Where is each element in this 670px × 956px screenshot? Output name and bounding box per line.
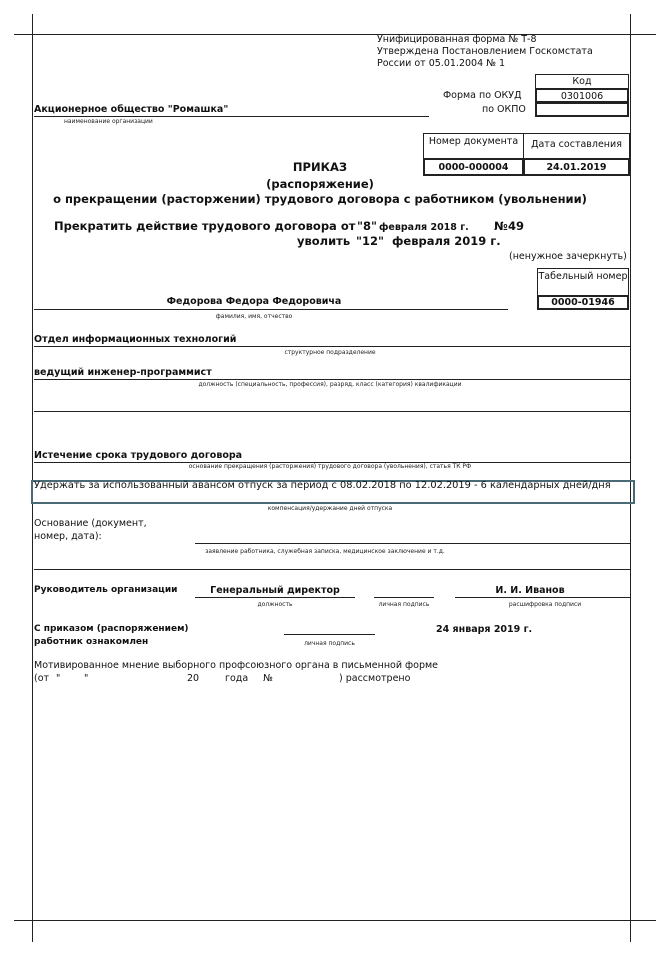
union-from: (от [34, 673, 50, 684]
okpo-value-cell [535, 102, 629, 117]
form-header-line3: России от 05.01.2004 № 1 [377, 58, 506, 69]
contract-number: 49 [508, 219, 525, 233]
title-rasporyazhenie: (распоряжение) [266, 177, 374, 191]
ground-caption: основание прекращения (расторжения) трудового договора (увольнения), статья ТК РФ [188, 463, 472, 470]
signature-sign-caption: личная подпись [378, 601, 430, 608]
signature-position-caption: должность [257, 601, 293, 608]
union-quote-close: " [84, 673, 89, 684]
acquainted-sign-caption: личная подпись [304, 640, 355, 647]
contract-day: "8" [357, 219, 377, 233]
compensation-caption: компенсация/удержание дней отпуска [267, 505, 393, 512]
form-header-line2: Утверждена Постановлением Госкомстата [377, 46, 593, 57]
compensation-value: Удержать за использованный авансом отпуск за период с 08.02.2018 по 12.02.2019 - 6 календарных дней/дня [34, 480, 611, 491]
department-underline [34, 346, 630, 347]
position-caption: должность (специальность, профессия), разряд, класс (категория) квалификации [198, 381, 462, 388]
position-value: ведущий инженер-программист [34, 367, 212, 378]
employee-caption: фамилия, имя, отчество [215, 313, 293, 320]
frame-top-line [14, 34, 656, 35]
okud-label: Форма по ОКУД [443, 90, 522, 101]
title-subject: о прекращении (расторжении) трудового договора с работником (увольнении) [53, 192, 587, 206]
position-underline [34, 379, 630, 380]
basis-underline [195, 543, 630, 544]
signature-sign-underline [374, 597, 434, 598]
union-year-suffix: года [225, 673, 249, 684]
basis-extra-line [34, 569, 630, 570]
form-header-line1: Унифицированная форма № Т-8 [377, 34, 537, 45]
dismiss-label: уволить [297, 234, 351, 248]
acquainted-date: 24 января 2019 г. [436, 624, 533, 635]
okud-value-cell: 0301006 [535, 88, 629, 103]
union-reviewed: ) рассмотрено [339, 673, 411, 684]
terminate-prefix: Прекратить действие трудового договора от [54, 219, 356, 233]
basis-label-line2: номер, дата): [34, 531, 102, 542]
doc-number-header: Номер документа [423, 133, 524, 159]
title-prikaz: ПРИКАЗ [292, 160, 348, 174]
basis-label-line1: Основание (документ, [34, 518, 147, 529]
contract-month-year: февраля 2018 г. [379, 222, 469, 233]
ground-value: Истечение срока трудового договора [34, 450, 243, 461]
union-year-prefix: 20 [187, 673, 200, 684]
union-line1: Мотивированное мнение выборного профсоюзного органа в письменной форме [34, 660, 439, 671]
position-extra-line [34, 411, 630, 412]
frame-right-line [630, 14, 631, 942]
employee-name: Федорова Федора Федоровича [166, 296, 342, 307]
acquainted-line1: С приказом (распоряжением) [34, 624, 189, 634]
code-header-cell: Код [535, 74, 629, 89]
employee-underline [34, 309, 508, 310]
strike-note: (ненужное зачеркнуть) [509, 251, 627, 262]
doc-date-header: Дата составления [523, 133, 630, 159]
dismiss-month-year: февраля 2019 г. [392, 234, 501, 248]
union-quote-open: " [56, 673, 61, 684]
signature-label: Руководитель организации [34, 585, 178, 595]
doc-date-value: 24.01.2019 [523, 158, 630, 176]
doc-number-value: 0000-000004 [423, 158, 524, 176]
dismiss-day: "12" [356, 234, 384, 248]
organization-underline [34, 116, 429, 117]
organization-name: Акционерное общество "Ромашка" [34, 104, 229, 115]
union-number: № [263, 673, 273, 684]
organization-caption: наименование организации [64, 118, 153, 125]
department-value: Отдел информационных технологий [34, 334, 237, 345]
acquainted-line2: работник ознакомлен [34, 637, 149, 647]
signature-position: Генеральный директор [210, 585, 340, 596]
department-caption: структурное подразделение [284, 349, 376, 356]
okpo-label: по ОКПО [482, 104, 526, 115]
acquainted-sign-underline [284, 634, 375, 635]
tabel-header-cell: Табельный номер [537, 268, 629, 296]
contract-number-prefix: № [494, 219, 508, 233]
signature-name-underline [455, 597, 630, 598]
basis-caption: заявление работника, служебная записка, медицинское заключение и т.д. [205, 548, 445, 555]
tabel-value-cell: 0000-01946 [537, 295, 629, 310]
frame-bottom-line [14, 920, 656, 921]
frame-left-line [32, 14, 33, 942]
signature-position-underline [195, 597, 355, 598]
signature-name: И. И. Иванов [495, 585, 565, 596]
signature-name-caption: расшифровка подписи [508, 601, 582, 608]
